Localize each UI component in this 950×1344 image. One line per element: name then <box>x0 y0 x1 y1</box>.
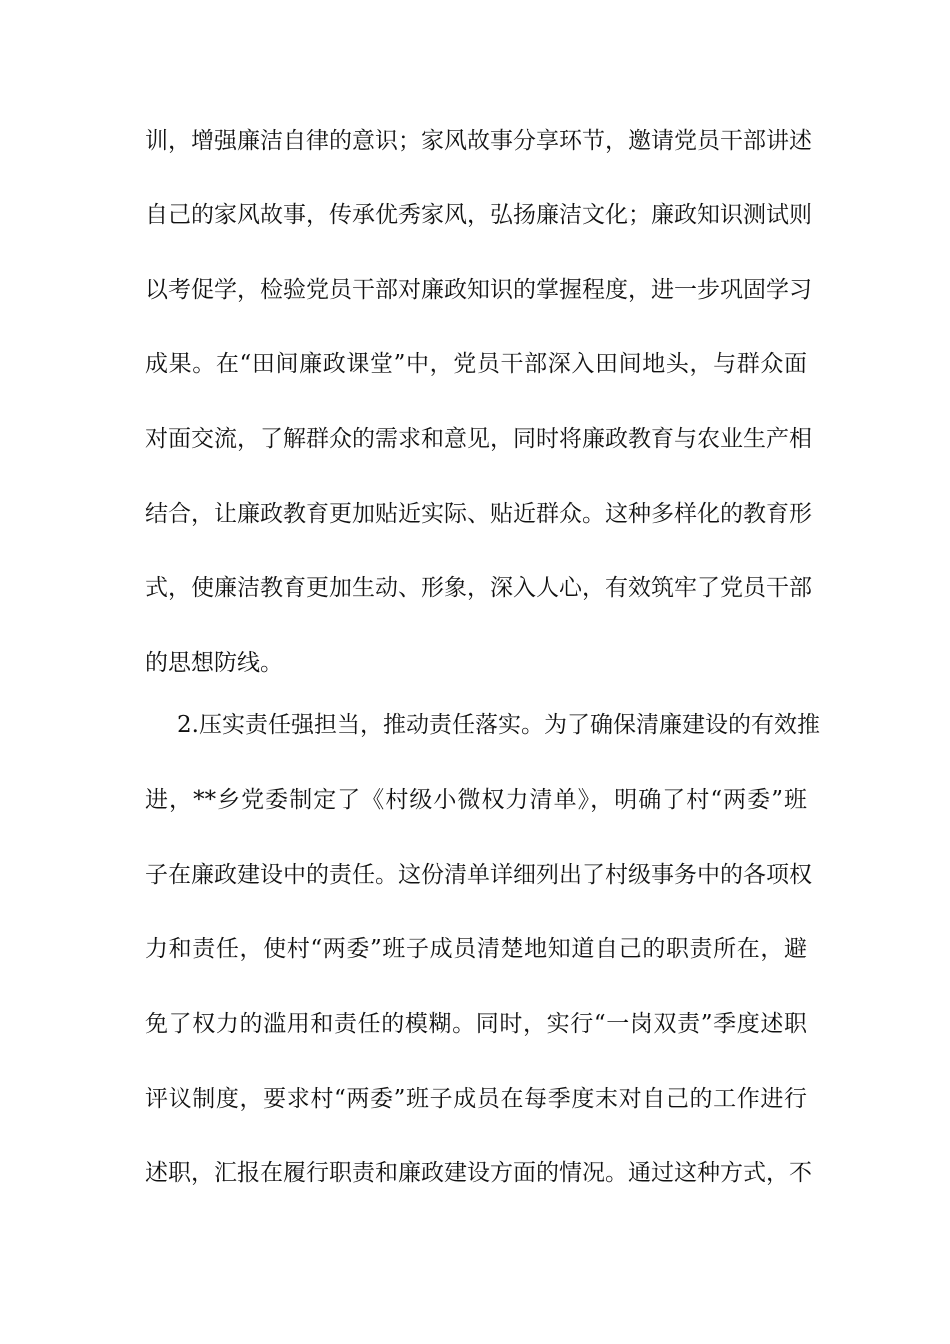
text-line-7: 式，使廉洁教育更加生动、形象，深入人心，有效筑牢了党员干部 <box>145 575 812 601</box>
text-line-12: 力和责任，使村“两委”班子成员清楚地知道自己的职责所在，避 <box>145 936 807 962</box>
text-line-1: 训，增强廉洁自律的意识；家风故事分享环节，邀请党员干部讲述 <box>145 128 812 154</box>
text-line-5: 对面交流，了解群众的需求和意见，同时将廉政教育与农业生产相 <box>145 426 812 452</box>
text-line-10: 进，**乡党委制定了《村级小微权力清单》，明确了村“两委”班 <box>145 787 807 813</box>
text-line-4: 成果。在“田间廉政课堂”中，党员干部深入田间地头，与群众面 <box>145 351 807 377</box>
text-line-3: 以考促学，检验党员干部对廉政知识的掌握程度，进一步巩固学习 <box>145 277 812 303</box>
text-line-6: 结合，让廉政教育更加贴近实际、贴近群众。这种多样化的教育形 <box>145 501 812 527</box>
text-line-13: 免了权力的滥用和责任的模糊。同时，实行“一岗双责”季度述职 <box>145 1011 807 1037</box>
text-line-14: 评议制度，要求村“两委”班子成员在每季度末对自己的工作进行 <box>145 1086 807 1112</box>
text-line-8: 的思想防线。 <box>145 650 283 676</box>
text-line-11: 子在廉政建设中的责任。这份清单详细列出了村级事务中的各项权 <box>145 862 812 888</box>
text-line-2: 自己的家风故事，传承优秀家风，弘扬廉洁文化；廉政知识测试则 <box>145 202 812 228</box>
text-line-15: 述职，汇报在履行职责和廉政建设方面的情况。通过这种方式，不 <box>145 1160 812 1186</box>
text-line-9-paragraph-start: 2.压实责任强担当，推动责任落实。为了确保清廉建设的有效推 <box>177 712 820 738</box>
